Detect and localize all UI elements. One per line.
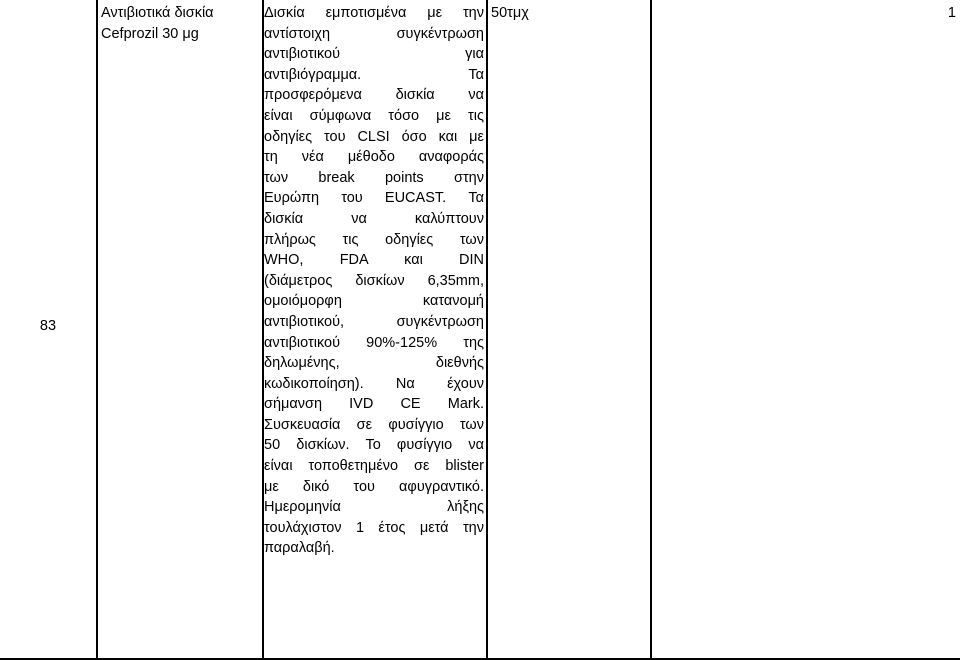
quantity-cell bbox=[651, 0, 960, 659]
unit-cell bbox=[487, 0, 651, 659]
description-line: Δισκία εμποτισμένα με την bbox=[264, 5, 484, 21]
description-line: δηλωμένης, διεθνής bbox=[264, 355, 484, 372]
description-line: τη νέα μέθοδο αναφοράς bbox=[264, 149, 484, 166]
row-number: 83 bbox=[39, 317, 57, 334]
description-line: Ευρώπη του EUCAST. Τα bbox=[264, 190, 484, 207]
description-line: ομοιόμορφη κατανομή bbox=[264, 293, 484, 310]
description-line: δισκία να καλύπτουν bbox=[264, 210, 484, 227]
description-cell bbox=[263, 0, 487, 659]
description-line: με δικό του αφυγραντικό. bbox=[264, 478, 484, 495]
description-line: τουλάχιστον 1 έτος μετά την bbox=[264, 519, 484, 536]
item-name-cell bbox=[97, 0, 263, 659]
item-substance: Cefprozil 30 μg bbox=[101, 25, 199, 42]
description-line: παραλαβή. bbox=[264, 540, 335, 557]
description-line: προσφερόμενα δισκία να bbox=[264, 87, 484, 104]
unit-value: 50τμχ bbox=[491, 5, 529, 21]
description-line: (διάμετρος δισκίων 6,35mm, bbox=[264, 272, 484, 289]
description-line: των break points στην bbox=[264, 169, 484, 186]
description-line: οδηγίες του CLSI όσο και με bbox=[264, 128, 484, 145]
description-line: κωδικοποίηση). Να έχουν bbox=[264, 375, 484, 392]
row-number-cell bbox=[0, 0, 97, 659]
item-category: Αντιβιοτικά δισκία bbox=[101, 5, 214, 21]
description-line: 50 δισκίων. Το φυσίγγιο να bbox=[264, 437, 484, 454]
description-line: είναι σύμφωνα τόσο με τις bbox=[264, 107, 484, 124]
description-text bbox=[264, 3, 484, 559]
description-line: Συσκευασία σε φυσίγγιο των bbox=[264, 416, 484, 433]
description-line: αντιβιόγραμμα. Τα bbox=[264, 66, 484, 83]
quantity-value: 1 bbox=[947, 5, 956, 21]
description-line: είναι τοποθετημένο σε blister bbox=[264, 458, 484, 475]
description-line: WHO, FDA και DIN bbox=[264, 252, 484, 269]
description-line: σήμανση IVD CE Mark. bbox=[264, 396, 484, 413]
description-line: πλήρως τις οδηγίες των bbox=[264, 231, 484, 248]
description-line: αντιβιοτικού για bbox=[264, 46, 484, 63]
description-line: αντιβιοτικού, συγκέντρωση bbox=[264, 313, 484, 330]
description-line: Ημερομηνία λήξης bbox=[264, 499, 484, 516]
description-line: αντίστοιχη συγκέντρωση bbox=[264, 25, 484, 42]
description-line: αντιβιοτικού 90%-125% της bbox=[264, 334, 484, 351]
